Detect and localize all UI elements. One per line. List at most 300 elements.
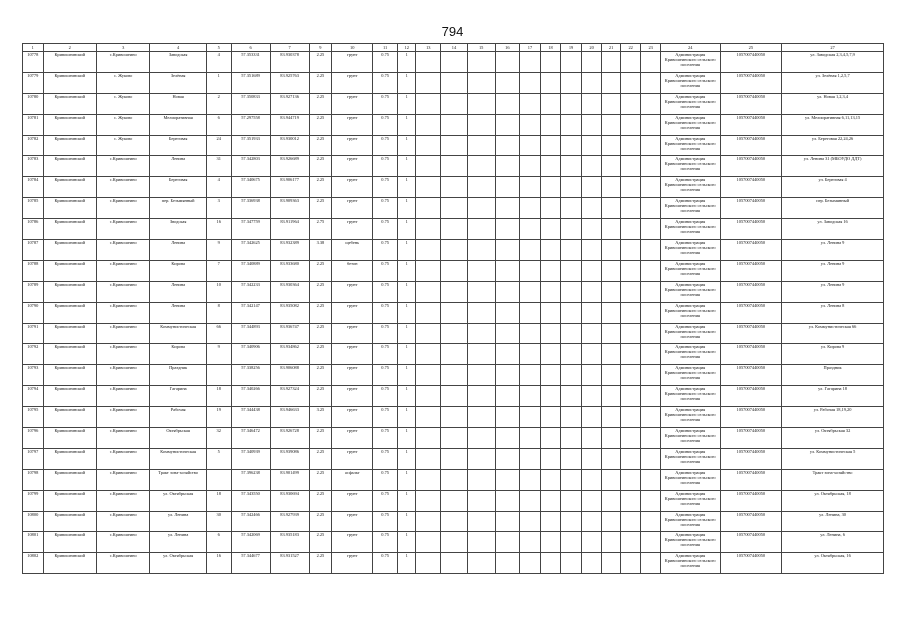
table-cell: 1057007440050 xyxy=(720,511,782,532)
table-cell xyxy=(581,323,602,344)
table-cell: Ленина xyxy=(150,240,207,261)
column-header: 11 xyxy=(373,44,398,52)
table-cell: 83.931527 xyxy=(270,553,309,574)
table-cell: 0.75 xyxy=(373,93,398,114)
table-cell xyxy=(581,511,602,532)
table-cell: Кирова xyxy=(150,344,207,365)
table-cell: Кривошеинский xyxy=(43,532,96,553)
table-cell xyxy=(416,219,441,240)
table-cell: 83.901499 xyxy=(270,469,309,490)
table-cell: грунт xyxy=(332,156,373,177)
table-cell xyxy=(416,156,441,177)
table-cell xyxy=(602,365,620,386)
table-cell: грунт xyxy=(332,52,373,73)
table-cell xyxy=(620,490,641,511)
table-cell: 83.930364 xyxy=(270,281,309,302)
table-cell xyxy=(561,281,582,302)
table-cell xyxy=(540,219,561,240)
table-row xyxy=(23,52,884,73)
column-header: 12 xyxy=(397,44,415,52)
table-cell: ул. Гагарина 18 xyxy=(782,386,884,407)
table-cell xyxy=(467,198,495,219)
table-cell xyxy=(441,448,468,469)
table-cell: 10783 xyxy=(23,156,44,177)
table-cell: ул. Октябрьская xyxy=(150,553,207,574)
table-cell: 1 xyxy=(397,52,415,73)
table-cell: ул. Новая 1,2,3,4 xyxy=(782,93,884,114)
table-cell xyxy=(467,428,495,449)
table-cell: 0.75 xyxy=(373,386,398,407)
table-cell xyxy=(416,386,441,407)
table-cell: 16 xyxy=(206,219,231,240)
table-cell xyxy=(561,323,582,344)
table-cell xyxy=(416,52,441,73)
table-cell xyxy=(561,365,582,386)
table-cell xyxy=(441,428,468,449)
column-header: 2 xyxy=(43,44,96,52)
table-cell xyxy=(441,469,468,490)
table-cell xyxy=(467,448,495,469)
table-cell: 18 xyxy=(206,386,231,407)
table-cell: 2.25 xyxy=(309,281,332,302)
table-cell xyxy=(641,448,661,469)
table-cell xyxy=(206,469,231,490)
table-cell: с.Кривошеино xyxy=(96,281,149,302)
table-cell xyxy=(467,344,495,365)
table-cell xyxy=(641,198,661,219)
column-header: 21 xyxy=(602,44,620,52)
table-row xyxy=(23,198,884,219)
table-cell xyxy=(467,302,495,323)
table-cell: 83.933680 xyxy=(270,260,309,281)
table-row xyxy=(23,532,884,553)
table-cell: Администрация Кривошеинского сельского поселения xyxy=(660,511,720,532)
table-cell xyxy=(495,323,520,344)
table-cell: Администрация Кривошеинского сельского поселения xyxy=(660,323,720,344)
table-cell: Администрация Кривошеинского сельского поселения xyxy=(660,407,720,428)
table-cell xyxy=(540,156,561,177)
table-cell: с.Кривошеино xyxy=(96,240,149,261)
table-cell: грунт xyxy=(332,93,373,114)
table-cell xyxy=(620,135,641,156)
table-cell xyxy=(641,532,661,553)
column-header: 4 xyxy=(150,44,207,52)
table-cell: Кривошеинский xyxy=(43,407,96,428)
table-cell xyxy=(581,553,602,574)
table-cell: ул. Ленина xyxy=(150,511,207,532)
table-cell xyxy=(641,240,661,261)
table-cell xyxy=(561,490,582,511)
table-cell: 83.944719 xyxy=(270,114,309,135)
table-cell: Кривошеинский xyxy=(43,302,96,323)
table-cell: 0.75 xyxy=(373,302,398,323)
table-row xyxy=(23,302,884,323)
table-cell: 32 xyxy=(206,428,231,449)
table-cell: 10797 xyxy=(23,448,44,469)
table-cell xyxy=(620,407,641,428)
table-cell xyxy=(467,365,495,386)
table-cell: 10785 xyxy=(23,198,44,219)
table-cell xyxy=(602,532,620,553)
table-cell: 3.38 xyxy=(309,240,332,261)
table-row xyxy=(23,240,884,261)
table-cell: ул. Заводская 16 xyxy=(782,219,884,240)
table-cell xyxy=(620,511,641,532)
table-cell xyxy=(602,114,620,135)
table-cell xyxy=(520,428,541,449)
table-row xyxy=(23,72,884,93)
table-cell xyxy=(467,553,495,574)
table-cell: 83.927136 xyxy=(270,93,309,114)
table-cell xyxy=(561,386,582,407)
table-cell xyxy=(495,490,520,511)
table-cell xyxy=(495,219,520,240)
table-cell: 2.25 xyxy=(309,532,332,553)
table-cell xyxy=(561,156,582,177)
table-cell: Гагарина xyxy=(150,386,207,407)
table-cell xyxy=(441,490,468,511)
table-cell xyxy=(441,281,468,302)
table-cell: 1057007440050 xyxy=(720,553,782,574)
table-cell: 57.342069 xyxy=(231,532,270,553)
table-cell: Администрация Кривошеинского сельского поселения xyxy=(660,114,720,135)
table-cell xyxy=(520,281,541,302)
table-cell: Администрация Кривошеинского сельского поселения xyxy=(660,177,720,198)
table-row xyxy=(23,365,884,386)
table-cell: 57.342147 xyxy=(231,302,270,323)
table-cell xyxy=(620,448,641,469)
table-cell: 1 xyxy=(397,532,415,553)
table-cell xyxy=(620,469,641,490)
table-cell xyxy=(495,511,520,532)
table-cell: 1 xyxy=(397,240,415,261)
table-cell: 0.75 xyxy=(373,135,398,156)
table-cell: с.Кривошеино xyxy=(96,448,149,469)
table-cell: 1 xyxy=(397,72,415,93)
table-cell xyxy=(441,52,468,73)
table-cell: 7 xyxy=(206,260,231,281)
table-cell xyxy=(641,553,661,574)
table-cell xyxy=(581,72,602,93)
table-cell: 10799 xyxy=(23,490,44,511)
table-cell xyxy=(602,553,620,574)
column-header: 7 xyxy=(270,44,309,52)
table-cell: 83.946633 xyxy=(270,407,309,428)
table-cell xyxy=(441,219,468,240)
table-cell xyxy=(602,407,620,428)
table-body xyxy=(23,52,884,574)
table-cell: ул. Октябрьская xyxy=(150,490,207,511)
table-cell xyxy=(581,135,602,156)
column-header: 27 xyxy=(782,44,884,52)
table-cell: 19 xyxy=(206,407,231,428)
table-cell: грунт xyxy=(332,365,373,386)
table-cell xyxy=(581,260,602,281)
table-cell: 57.340266 xyxy=(231,386,270,407)
table-cell: 57.351933 xyxy=(231,135,270,156)
table-cell: 83.926728 xyxy=(270,428,309,449)
table-cell xyxy=(520,323,541,344)
table-cell: 0.75 xyxy=(373,52,398,73)
page-number: 794 xyxy=(441,24,464,39)
table-cell: грунт xyxy=(332,281,373,302)
table-cell: 0.75 xyxy=(373,344,398,365)
table-cell: 0.75 xyxy=(373,490,398,511)
table-cell xyxy=(602,52,620,73)
table-cell: Береговая xyxy=(150,177,207,198)
table-cell xyxy=(561,52,582,73)
table-cell: 57.353331 xyxy=(231,52,270,73)
table-cell: 83.906088 xyxy=(270,365,309,386)
table-cell xyxy=(641,386,661,407)
table-cell xyxy=(540,93,561,114)
table-cell: 83.934862 xyxy=(270,344,309,365)
table-cell: 2.25 xyxy=(309,365,332,386)
table-cell: с. Жуково xyxy=(96,135,149,156)
table-cell xyxy=(520,52,541,73)
table-cell xyxy=(441,135,468,156)
table-cell xyxy=(602,219,620,240)
table-cell: 10796 xyxy=(23,428,44,449)
table-cell xyxy=(540,323,561,344)
table-cell xyxy=(441,114,468,135)
table-cell: Кривошеинский xyxy=(43,52,96,73)
table-cell xyxy=(581,52,602,73)
table-cell xyxy=(540,240,561,261)
table-cell: 1 xyxy=(397,448,415,469)
table-cell: ул. Ленина, 6 xyxy=(782,532,884,553)
table-cell xyxy=(620,177,641,198)
table-cell: Заводская xyxy=(150,52,207,73)
table-cell xyxy=(540,135,561,156)
table-cell: 57.343550 xyxy=(231,490,270,511)
table-cell: Ленина xyxy=(150,281,207,302)
table-cell: 57.340906 xyxy=(231,344,270,365)
table-row xyxy=(23,281,884,302)
table-cell xyxy=(620,72,641,93)
table-row xyxy=(23,407,884,428)
table-cell: 1 xyxy=(397,93,415,114)
table-cell: с.Кривошеино xyxy=(96,156,149,177)
table-cell xyxy=(495,114,520,135)
table-cell: 2.25 xyxy=(309,156,332,177)
table-cell xyxy=(641,52,661,73)
table-cell xyxy=(561,240,582,261)
table-cell: Администрация Кривошеинского сельского поселения xyxy=(660,72,720,93)
table-cell xyxy=(495,156,520,177)
table-cell xyxy=(416,135,441,156)
table-cell xyxy=(641,323,661,344)
table-cell: 83.925763 xyxy=(270,72,309,93)
table-cell: 83.927939 xyxy=(270,511,309,532)
table-cell xyxy=(620,386,641,407)
table-cell: 0.75 xyxy=(373,240,398,261)
table-cell: ул. Ленина, 30 xyxy=(782,511,884,532)
table-cell: 18 xyxy=(206,490,231,511)
table-row xyxy=(23,469,884,490)
table-cell xyxy=(561,469,582,490)
table-cell: Администрация Кривошеинского сельского поселения xyxy=(660,281,720,302)
table-cell xyxy=(441,344,468,365)
table-cell xyxy=(620,532,641,553)
column-header: 10 xyxy=(332,44,373,52)
table-cell: 1 xyxy=(397,386,415,407)
table-cell: с.Кривошеино xyxy=(96,198,149,219)
table-cell xyxy=(581,240,602,261)
table-cell xyxy=(602,386,620,407)
table-cell xyxy=(520,219,541,240)
table-cell xyxy=(602,428,620,449)
table-cell: Кривошеинский xyxy=(43,344,96,365)
column-header: 23 xyxy=(641,44,661,52)
table-cell: Мелиоративная xyxy=(150,114,207,135)
table-cell xyxy=(467,135,495,156)
table-cell: 1057007440050 xyxy=(720,532,782,553)
table-cell: ул. Ленина 31 (МБОУДО ДДТ) xyxy=(782,156,884,177)
table-cell xyxy=(620,260,641,281)
column-header: 15 xyxy=(467,44,495,52)
table-cell xyxy=(602,240,620,261)
table-cell xyxy=(495,553,520,574)
table-cell xyxy=(641,219,661,240)
table-cell: с.Кривошеино xyxy=(96,323,149,344)
table-cell xyxy=(602,490,620,511)
table-cell: 66 xyxy=(206,323,231,344)
table-cell: ул. Береговая 4 xyxy=(782,177,884,198)
table-cell xyxy=(581,198,602,219)
table-cell: Администрация Кривошеинского сельского поселения xyxy=(660,553,720,574)
table-cell: 9 xyxy=(206,344,231,365)
table-cell: 83.926689 xyxy=(270,156,309,177)
table-cell xyxy=(602,198,620,219)
table-cell xyxy=(602,448,620,469)
table-cell: 2.25 xyxy=(309,72,332,93)
table-cell: Кривошеинский xyxy=(43,365,96,386)
table-cell: 8 xyxy=(206,302,231,323)
table-cell: 1 xyxy=(397,156,415,177)
table-cell: Администрация Кривошеинского сельского поселения xyxy=(660,532,720,553)
table-cell xyxy=(520,240,541,261)
table-cell xyxy=(495,281,520,302)
table-cell: 1057007440050 xyxy=(720,93,782,114)
table-cell: 0.75 xyxy=(373,281,398,302)
table-cell xyxy=(495,302,520,323)
table-cell xyxy=(416,114,441,135)
table-cell xyxy=(416,469,441,490)
table-cell xyxy=(441,511,468,532)
table-cell: 10782 xyxy=(23,135,44,156)
table-cell xyxy=(540,281,561,302)
table-cell xyxy=(441,177,468,198)
table-cell xyxy=(520,114,541,135)
table-cell: грунт xyxy=(332,219,373,240)
table-cell xyxy=(441,198,468,219)
table-cell xyxy=(520,198,541,219)
table-cell xyxy=(520,511,541,532)
table-cell xyxy=(520,156,541,177)
table-cell: 2.25 xyxy=(309,323,332,344)
table-cell: 10801 xyxy=(23,532,44,553)
table-cell: 10795 xyxy=(23,407,44,428)
column-header: 20 xyxy=(581,44,602,52)
table-cell xyxy=(495,469,520,490)
table-cell: Тракт зона-хозяйство xyxy=(782,469,884,490)
table-cell: с. Жуково xyxy=(96,114,149,135)
table-cell xyxy=(581,365,602,386)
table-cell xyxy=(581,93,602,114)
table-cell: 0.75 xyxy=(373,407,398,428)
table-cell xyxy=(495,365,520,386)
table-cell: 83.936747 xyxy=(270,323,309,344)
table-cell xyxy=(520,93,541,114)
table-cell: 2.25 xyxy=(309,469,332,490)
table-cell: 0.75 xyxy=(373,532,398,553)
table-cell: 83.911964 xyxy=(270,219,309,240)
table-cell xyxy=(581,302,602,323)
table-cell: 2.25 xyxy=(309,177,332,198)
table-cell xyxy=(441,93,468,114)
table-cell: 83.932389 xyxy=(270,240,309,261)
table-cell xyxy=(467,72,495,93)
table-row xyxy=(23,448,884,469)
table-cell: 83.906177 xyxy=(270,177,309,198)
table-cell: Администрация Кривошеинского сельского поселения xyxy=(660,260,720,281)
table-cell xyxy=(602,281,620,302)
table-cell: 57.347759 xyxy=(231,219,270,240)
table-cell xyxy=(495,386,520,407)
table-cell: с.Кривошеино xyxy=(96,260,149,281)
table-cell: ул. Ленина xyxy=(150,532,207,553)
table-cell: 10792 xyxy=(23,344,44,365)
table-cell: 57.340889 xyxy=(231,260,270,281)
table-cell: 57.342233 xyxy=(231,281,270,302)
table-cell: 1057007440050 xyxy=(720,281,782,302)
table-cell xyxy=(416,323,441,344)
table-cell: 83.935082 xyxy=(270,302,309,323)
table-cell xyxy=(416,302,441,323)
table-cell: 3 xyxy=(206,198,231,219)
table-cell xyxy=(520,344,541,365)
table-cell xyxy=(641,156,661,177)
table-cell: с. Жуково xyxy=(96,72,149,93)
table-cell: Кривошеинский xyxy=(43,177,96,198)
table-cell: 10787 xyxy=(23,240,44,261)
table-cell: Рабочая xyxy=(150,407,207,428)
table-row xyxy=(23,114,884,135)
table-cell: 57.351689 xyxy=(231,72,270,93)
table-cell: 10794 xyxy=(23,386,44,407)
registry-table xyxy=(22,43,884,574)
table-cell: с.Кривошеино xyxy=(96,553,149,574)
table-cell: 2 xyxy=(206,93,231,114)
table-row xyxy=(23,177,884,198)
table-cell: 1057007440050 xyxy=(720,323,782,344)
table-cell xyxy=(520,260,541,281)
table-cell xyxy=(467,93,495,114)
table-cell xyxy=(416,511,441,532)
table-cell: 0.75 xyxy=(373,72,398,93)
table-row xyxy=(23,323,884,344)
table-cell: ул. Рабочая 18,19,20 xyxy=(782,407,884,428)
table-cell xyxy=(581,386,602,407)
table-cell: 0.75 xyxy=(373,323,398,344)
table-cell xyxy=(495,260,520,281)
table-cell xyxy=(581,490,602,511)
table-cell: Кривошеинский xyxy=(43,198,96,219)
table-cell xyxy=(540,553,561,574)
table-cell xyxy=(620,323,641,344)
table-cell xyxy=(520,365,541,386)
